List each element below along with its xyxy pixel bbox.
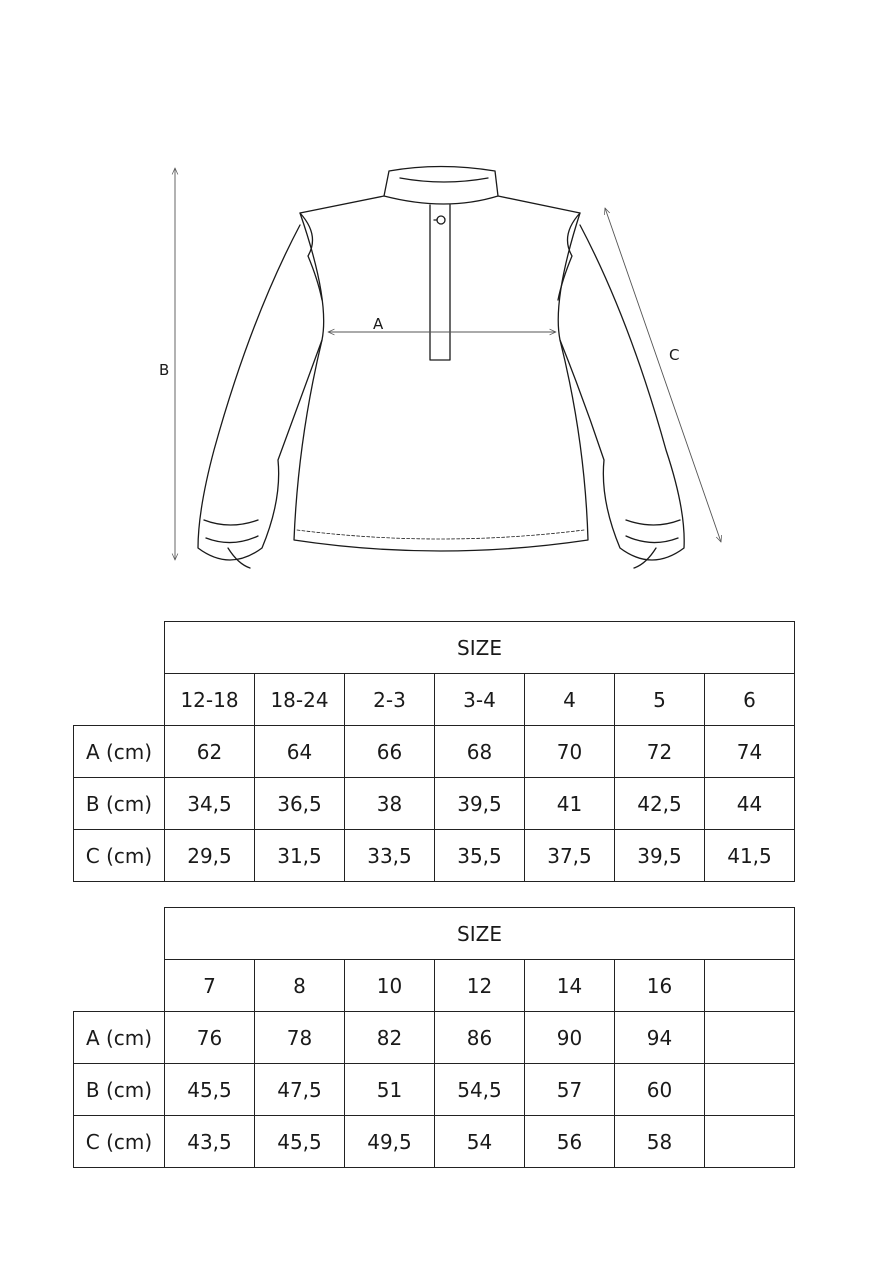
value-cell: 72: [615, 726, 705, 778]
table-row: [74, 778, 795, 830]
value-cell: 66: [345, 726, 435, 778]
size-cell: 16: [615, 960, 705, 1012]
size-cell: 6: [705, 674, 795, 726]
size-header: SIZE: [165, 622, 795, 674]
table-row: [74, 1012, 795, 1064]
value-cell: [705, 1116, 795, 1168]
value-cell: 31,5: [255, 830, 345, 882]
value-cell: 42,5: [615, 778, 705, 830]
value-cell: 54: [435, 1116, 525, 1168]
left-frill: [300, 213, 322, 300]
row-label: A (cm): [74, 726, 165, 778]
value-cell: 41: [525, 778, 615, 830]
size-table-1: [73, 621, 795, 882]
value-cell: 45,5: [255, 1116, 345, 1168]
size-cell: 18-24: [255, 674, 345, 726]
placket: [430, 205, 450, 360]
value-cell: 44: [705, 778, 795, 830]
size-header: SIZE: [165, 908, 795, 960]
value-cell: 86: [435, 1012, 525, 1064]
size-cell: [705, 960, 795, 1012]
size-cell: 10: [345, 960, 435, 1012]
value-cell: 35,5: [435, 830, 525, 882]
value-cell: 45,5: [165, 1064, 255, 1116]
value-cell: 58: [615, 1116, 705, 1168]
row-label: C (cm): [74, 830, 165, 882]
measure-c-line: [605, 208, 721, 542]
label-a: A: [373, 315, 384, 333]
size-table-2: [73, 907, 795, 1168]
left-sleeve: [198, 225, 322, 560]
size-cell: 3-4: [435, 674, 525, 726]
value-cell: 70: [525, 726, 615, 778]
value-cell: 82: [345, 1012, 435, 1064]
collar: [384, 167, 498, 205]
value-cell: 39,5: [615, 830, 705, 882]
value-cell: 38: [345, 778, 435, 830]
row-label: C (cm): [74, 1116, 165, 1168]
row-label: B (cm): [74, 778, 165, 830]
label-b: B: [159, 361, 170, 379]
table-row: [74, 830, 795, 882]
right-frill: [558, 213, 580, 300]
button-icon: [437, 216, 445, 224]
value-cell: 29,5: [165, 830, 255, 882]
size-cell: 12: [435, 960, 525, 1012]
value-cell: [705, 1064, 795, 1116]
value-cell: 56: [525, 1116, 615, 1168]
value-cell: 36,5: [255, 778, 345, 830]
value-cell: 49,5: [345, 1116, 435, 1168]
value-cell: 60: [615, 1064, 705, 1116]
value-cell: 64: [255, 726, 345, 778]
value-cell: 54,5: [435, 1064, 525, 1116]
value-cell: 62: [165, 726, 255, 778]
value-cell: 37,5: [525, 830, 615, 882]
value-cell: 76: [165, 1012, 255, 1064]
value-cell: 47,5: [255, 1064, 345, 1116]
value-cell: 41,5: [705, 830, 795, 882]
size-cell: 14: [525, 960, 615, 1012]
value-cell: 33,5: [345, 830, 435, 882]
value-cell: 74: [705, 726, 795, 778]
size-cell: 4: [525, 674, 615, 726]
value-cell: 90: [525, 1012, 615, 1064]
garment-technical-drawing: [0, 0, 892, 600]
value-cell: [705, 1012, 795, 1064]
right-sleeve: [560, 225, 684, 560]
label-c: C: [669, 346, 680, 364]
value-cell: 78: [255, 1012, 345, 1064]
value-cell: 39,5: [435, 778, 525, 830]
table-row: [74, 726, 795, 778]
value-cell: 94: [615, 1012, 705, 1064]
size-cell: 12-18: [165, 674, 255, 726]
bodice: [294, 196, 588, 551]
size-cell: 5: [615, 674, 705, 726]
value-cell: 57: [525, 1064, 615, 1116]
size-cell: 8: [255, 960, 345, 1012]
value-cell: 51: [345, 1064, 435, 1116]
row-label: A (cm): [74, 1012, 165, 1064]
value-cell: 68: [435, 726, 525, 778]
size-cell: 7: [165, 960, 255, 1012]
size-cell: 2-3: [345, 674, 435, 726]
value-cell: 34,5: [165, 778, 255, 830]
row-label: B (cm): [74, 1064, 165, 1116]
table-row: [74, 1116, 795, 1168]
value-cell: 43,5: [165, 1116, 255, 1168]
table-row: [74, 1064, 795, 1116]
